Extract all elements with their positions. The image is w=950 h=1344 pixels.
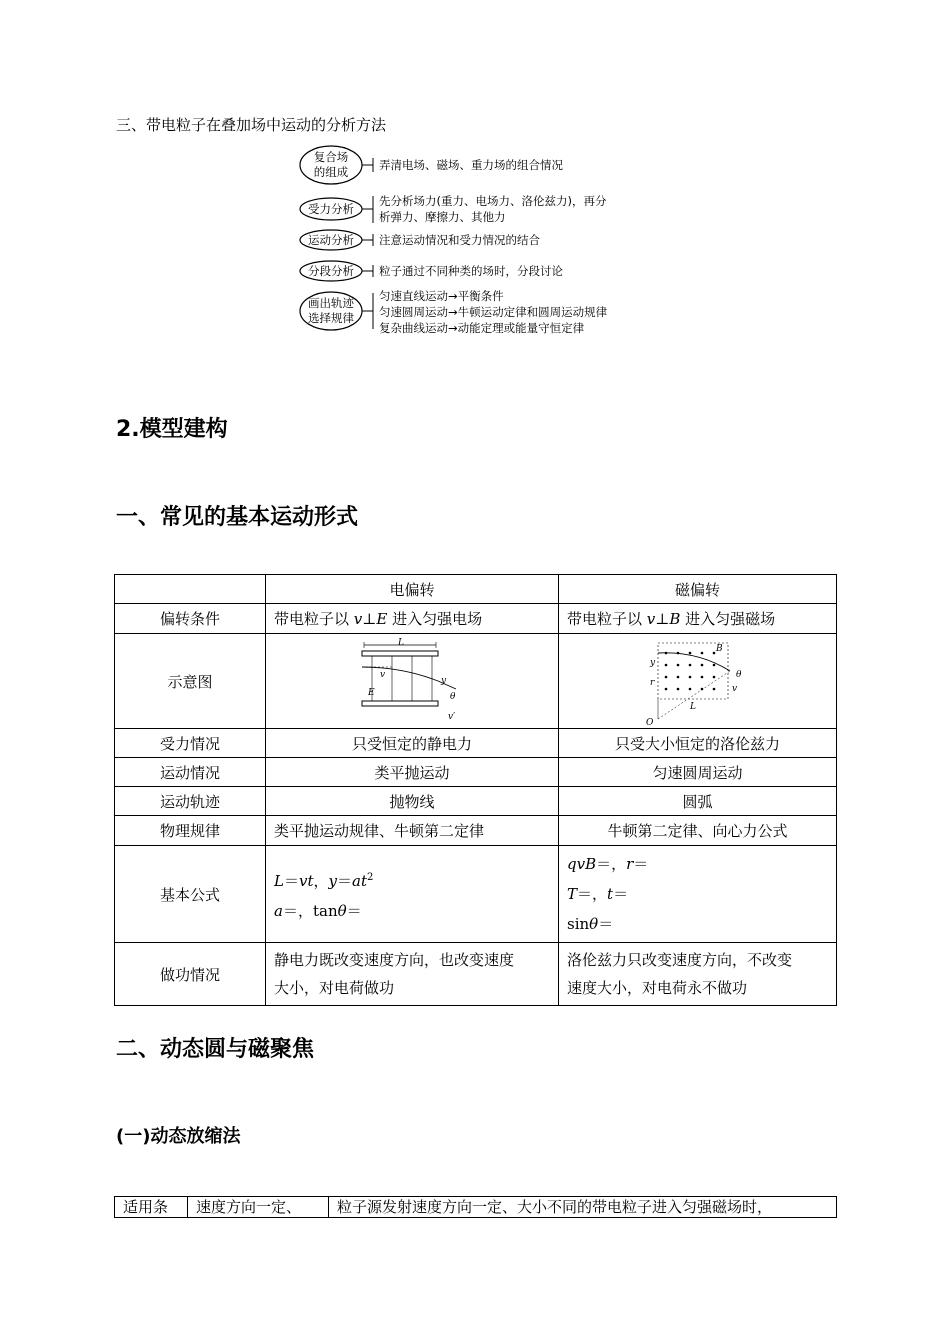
row-label-trajectory: 运动轨迹 xyxy=(115,787,266,816)
cell-magnetic-formula xyxy=(559,846,837,943)
cell-magnetic-motion: 匀速圆周运动 xyxy=(559,758,837,787)
svg-text:v: v xyxy=(380,670,386,680)
svg-text:y: y xyxy=(649,658,655,668)
table-row xyxy=(115,1197,837,1218)
cell-magnetic-diagram xyxy=(559,634,837,729)
cell-electric-law: 类平抛运动规律、牛顿第二定律 xyxy=(266,816,559,846)
magnetic-formula-line-2: T＝，t＝ xyxy=(567,885,629,903)
flow-item-5-2: 匀速圆周运动→牛顿运动定律和圆周运动规律 xyxy=(379,305,608,319)
flow-node-2-label: 受力分析 xyxy=(308,202,354,216)
svg-text:B: B xyxy=(715,644,723,654)
svg-text:E: E xyxy=(368,688,375,698)
svg-text:θ: θ xyxy=(735,670,741,680)
cell-electric-force: 只受恒定的静电力 xyxy=(266,729,559,758)
row-label-formula: 基本公式 xyxy=(115,846,266,943)
row-label-motion: 运动情况 xyxy=(115,758,266,787)
svg-text:L: L xyxy=(689,702,696,712)
cell-electric-diagram xyxy=(266,634,559,729)
svg-text:L: L xyxy=(398,638,404,648)
table-row xyxy=(115,943,837,1006)
cell-magnetic-work: 洛伦兹力只改变速度方向，不改变 速度大小，对电荷永不做功 xyxy=(559,943,837,1006)
heading-two: 二、动态圆与磁聚焦 xyxy=(116,1037,315,1062)
cell-magnetic-law: 牛顿第二定律、向心力公式 xyxy=(559,816,837,846)
cell-electric-trajectory: 抛物线 xyxy=(266,787,559,816)
cell-description: 粒子源发射速度方向一定、大小不同的带电粒子进入匀强磁场时， xyxy=(329,1197,837,1218)
table-row xyxy=(115,729,837,758)
flow-node-1-line1: 复合场 xyxy=(313,150,349,164)
cell-magnetic-trajectory: 圆弧 xyxy=(559,787,837,816)
svg-text:θ: θ xyxy=(450,692,456,702)
table-header-row xyxy=(115,575,837,604)
cell-electric-condition: 带电粒子以 v⊥E 进入匀强电场 xyxy=(266,604,559,634)
motion-forms-table xyxy=(114,574,837,1006)
analysis-flowchart xyxy=(296,145,676,340)
flow-node-5-line1: 画出轨迹 xyxy=(308,296,354,310)
flow-item-5-3: 复杂曲线运动→动能定理或能量守恒定律 xyxy=(379,321,585,335)
flow-node-5-line2: 选择规律 xyxy=(308,311,354,325)
table-row xyxy=(115,758,837,787)
cell-speed-direction: 速度方向一定、 xyxy=(188,1197,329,1218)
cell-electric-work: 静电力既改变速度方向，也改变速度 大小，对电荷做功 xyxy=(266,943,559,1006)
electric-deflection-diagram xyxy=(352,637,472,725)
row-label-force: 受力情况 xyxy=(115,729,266,758)
svg-text:v′: v′ xyxy=(448,712,456,722)
svg-text:v: v xyxy=(731,684,737,694)
scaling-method-table xyxy=(114,1196,837,1218)
magnetic-formula-line-1: qvB＝，r＝ xyxy=(567,855,649,873)
magnetic-deflection-diagram xyxy=(638,635,758,727)
flow-node-4-label: 分段分析 xyxy=(308,264,354,278)
flow-item-3-1: 注意运动情况和受力情况的结合 xyxy=(379,233,540,247)
row-label-condition: 偏转条件 xyxy=(115,604,266,634)
cell-magnetic-force: 只受大小恒定的洛伦兹力 xyxy=(559,729,837,758)
flow-item-2-1: 先分析场力(重力、电场力、洛伦兹力)，再分 xyxy=(379,194,607,208)
row-label-work: 做功情况 xyxy=(115,943,266,1006)
table-row xyxy=(115,604,837,634)
svg-text:y: y xyxy=(441,676,447,686)
cell-electric-motion: 类平抛运动 xyxy=(266,758,559,787)
flow-item-5-1: 匀速直线运动→平衡条件 xyxy=(379,289,504,303)
table-corner xyxy=(115,575,266,604)
svg-text:O: O xyxy=(645,718,653,727)
flow-item-4-1: 粒子通过不同种类的场时，分段讨论 xyxy=(379,264,563,278)
table-row xyxy=(115,846,837,943)
flow-node-3-label: 运动分析 xyxy=(308,233,354,247)
cell-applicable-label: 适用条 xyxy=(115,1197,188,1218)
header-electric: 电偏转 xyxy=(266,575,559,604)
cell-electric-formula xyxy=(266,846,559,943)
model-heading: 2.模型建构 xyxy=(116,417,228,442)
flow-item-1-1: 弄清电场、磁场、重力场的组合情况 xyxy=(379,158,563,172)
flow-node-1-line2: 的组成 xyxy=(313,165,349,179)
cell-magnetic-condition: 带电粒子以 v⊥B 进入匀强磁场 xyxy=(559,604,837,634)
row-label-diagram: 示意图 xyxy=(115,634,266,729)
electric-formula-line-1: L＝vt，$y=at^2$ xyxy=(274,871,374,890)
electric-formula-line-2: a＝，tanθ＝ xyxy=(274,901,362,920)
flow-item-2-2: 析弹力、摩擦力、其他力 xyxy=(379,210,506,224)
table-row xyxy=(115,816,837,846)
table-row xyxy=(115,787,837,816)
heading-dynamic-scaling: (一)动态放缩法 xyxy=(116,1126,241,1147)
heading-one: 一、常见的基本运动形式 xyxy=(116,505,359,530)
svg-text:r: r xyxy=(649,678,654,688)
section-3-title: 三、带电粒子在叠加场中运动的分析方法 xyxy=(116,116,387,134)
table-row xyxy=(115,634,837,729)
magnetic-formula-line-3: sinθ＝ xyxy=(567,915,614,933)
header-magnetic: 磁偏转 xyxy=(559,575,837,604)
row-label-law: 物理规律 xyxy=(115,816,266,846)
